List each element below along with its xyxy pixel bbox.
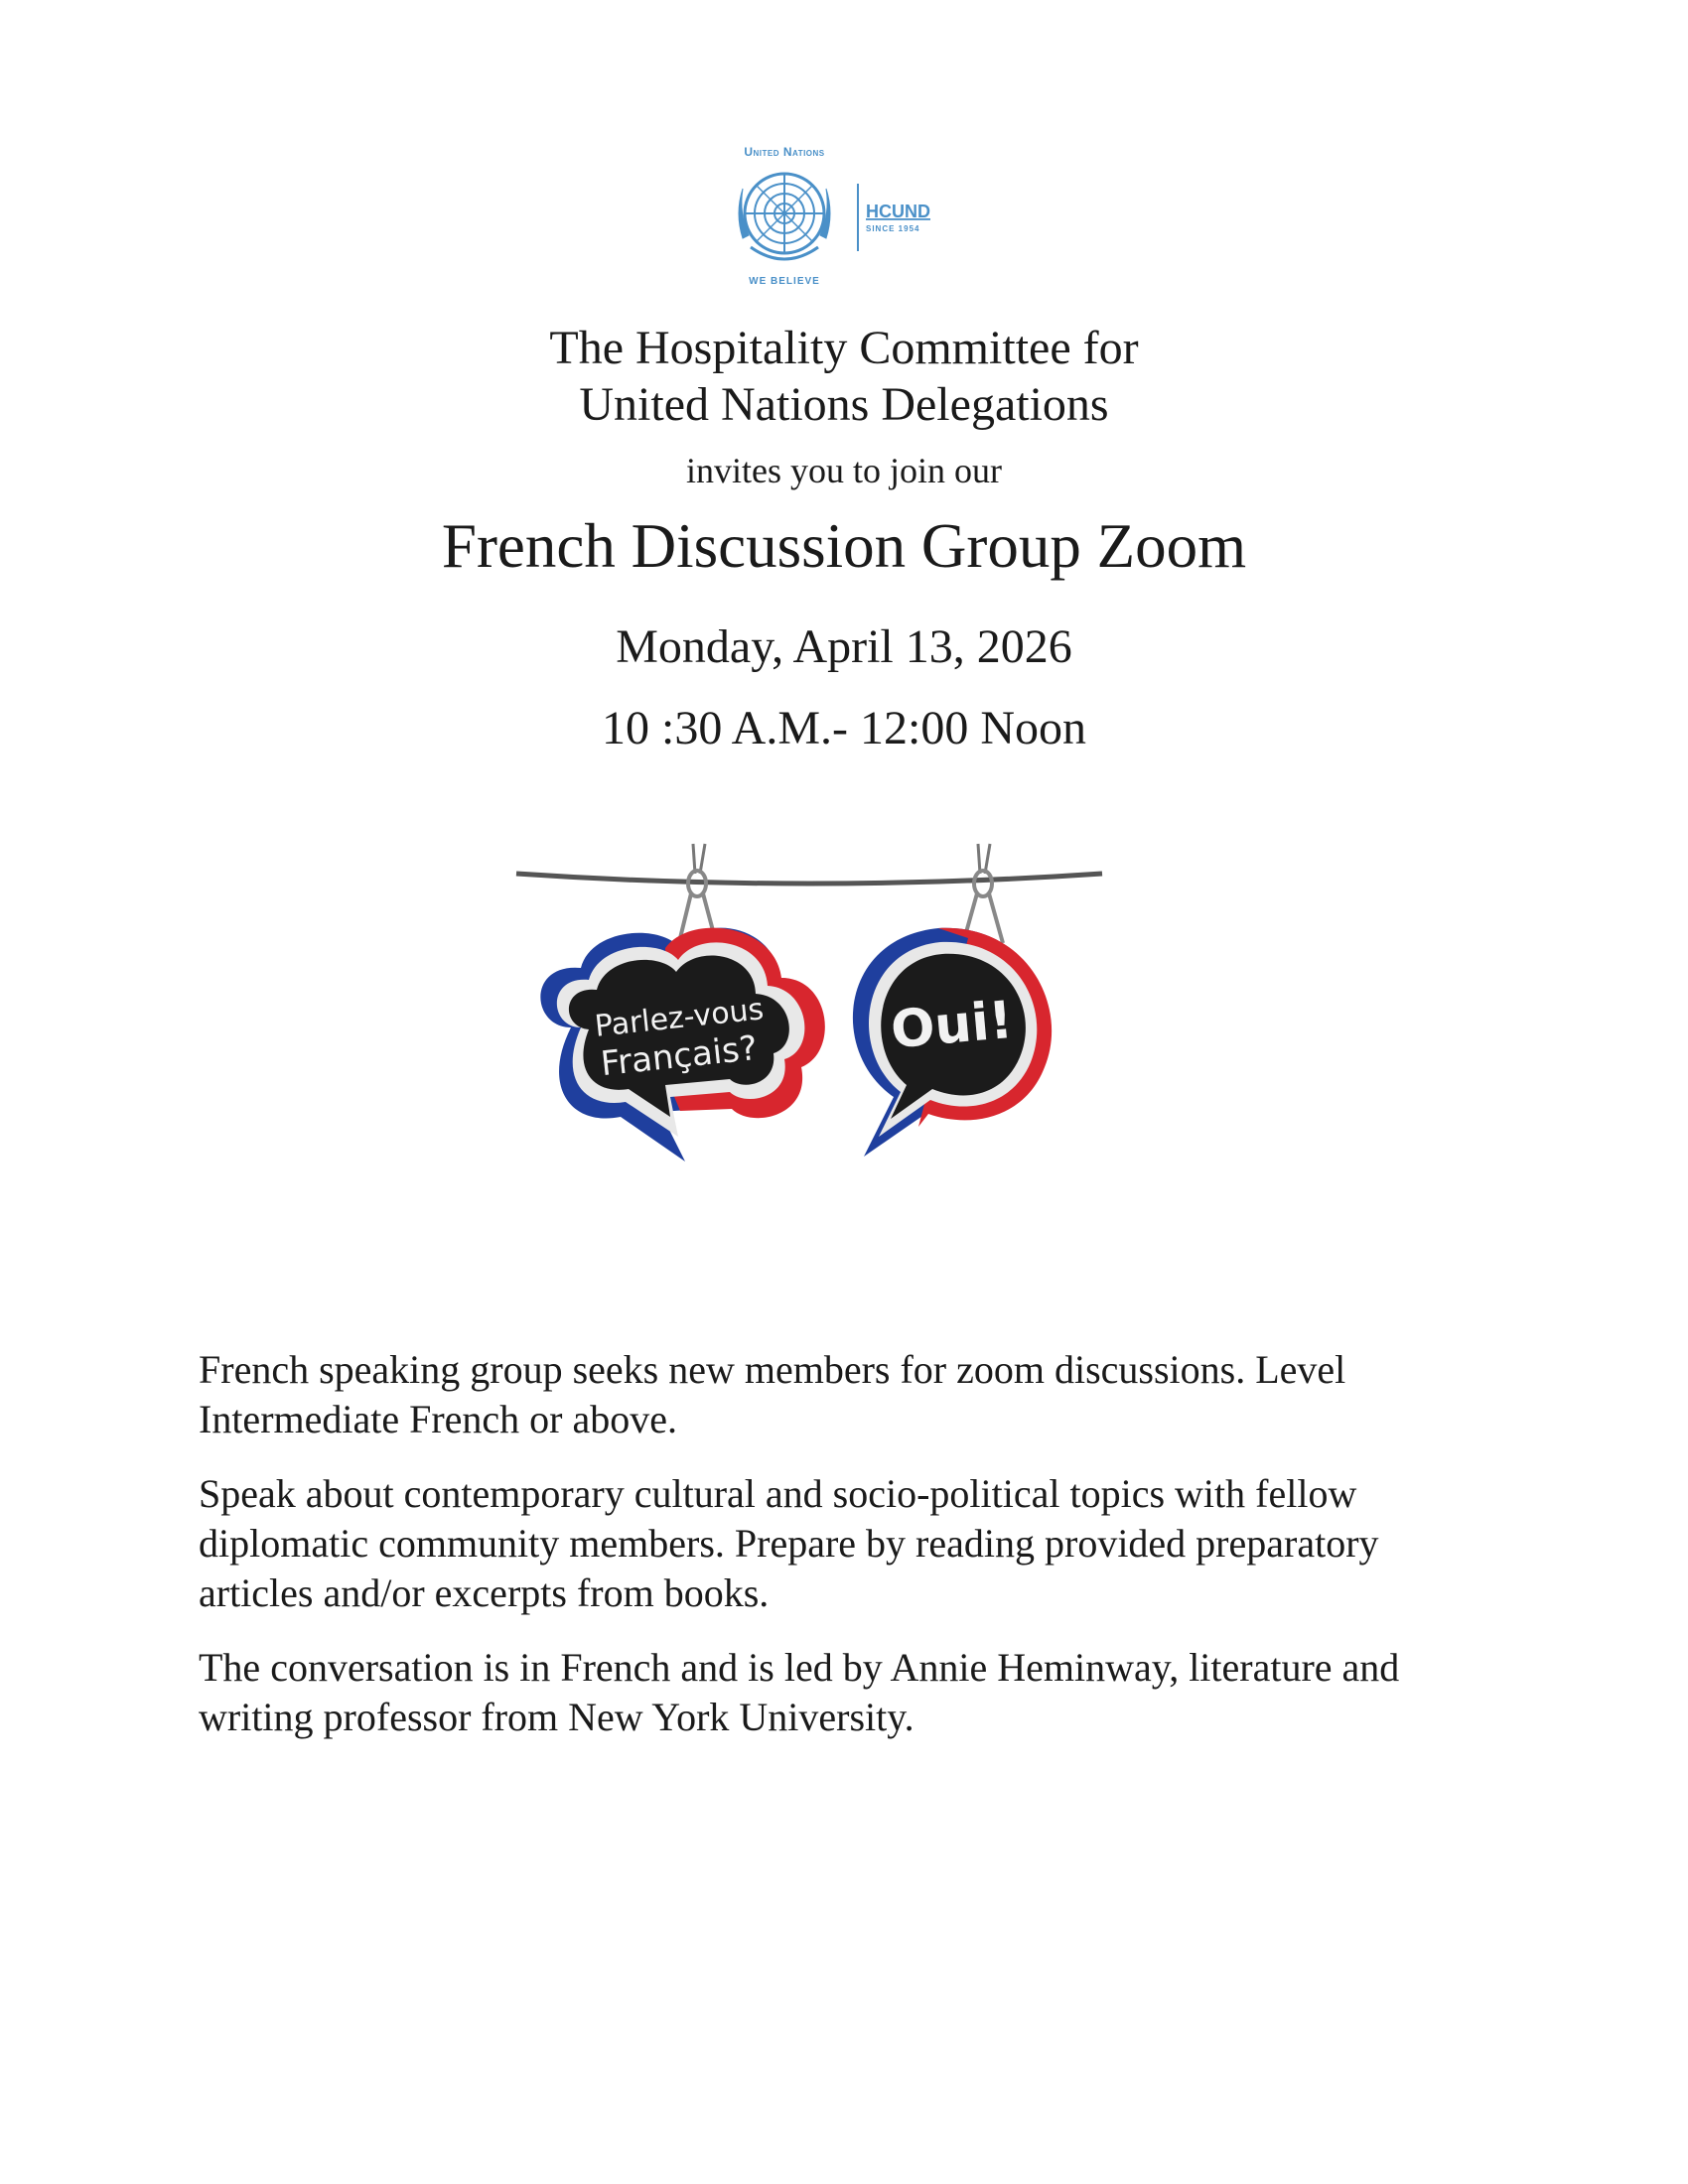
body-paragraph-2: Speak about contemporary cultural and socio-political topics with fellow diplomatic community members. Prepare by reading provided preparatory articles and/or excerpts from books.: [199, 1471, 1379, 1615]
invite-text: invites you to join our: [686, 451, 1002, 490]
event-title: French Discussion Group Zoom: [441, 511, 1247, 581]
event-date: Monday, April 13, 2026: [616, 620, 1072, 673]
bubble-left-line2: Français?: [599, 1027, 760, 1085]
body-paragraph-1: French speaking group seeks new members for zoom discussions. Level Intermediate French or above.: [199, 1347, 1346, 1441]
speech-bubbles-illustration: [511, 829, 1107, 1226]
bubble-right-text: Oui!: [888, 990, 1016, 1061]
logo-top-text: United Nations: [744, 145, 825, 159]
logo-since: SINCE 1954: [866, 224, 920, 233]
hanging-wire: [516, 874, 1102, 884]
un-emblem-icon: [739, 174, 830, 259]
round-bubble-right: [853, 928, 1052, 1157]
logo-brand: HCUND: [866, 202, 930, 221]
bubble-left-line1: Parlez-vous: [593, 992, 766, 1044]
org-name-line2: United Nations Delegations: [579, 378, 1109, 431]
event-time: 10 :30 A.M.- 12:00 Noon: [601, 702, 1086, 754]
logo-bottom-text: WE BELIEVE: [749, 276, 820, 287]
org-name-line1: The Hospitality Committee for: [549, 322, 1139, 374]
cloud-bubble-left: [540, 928, 824, 1161]
body-paragraph-3: The conversation is in French and is led by Annie Heminway, literature and writing professor from New York University.: [199, 1645, 1400, 1739]
hcund-logo: [715, 144, 963, 293]
